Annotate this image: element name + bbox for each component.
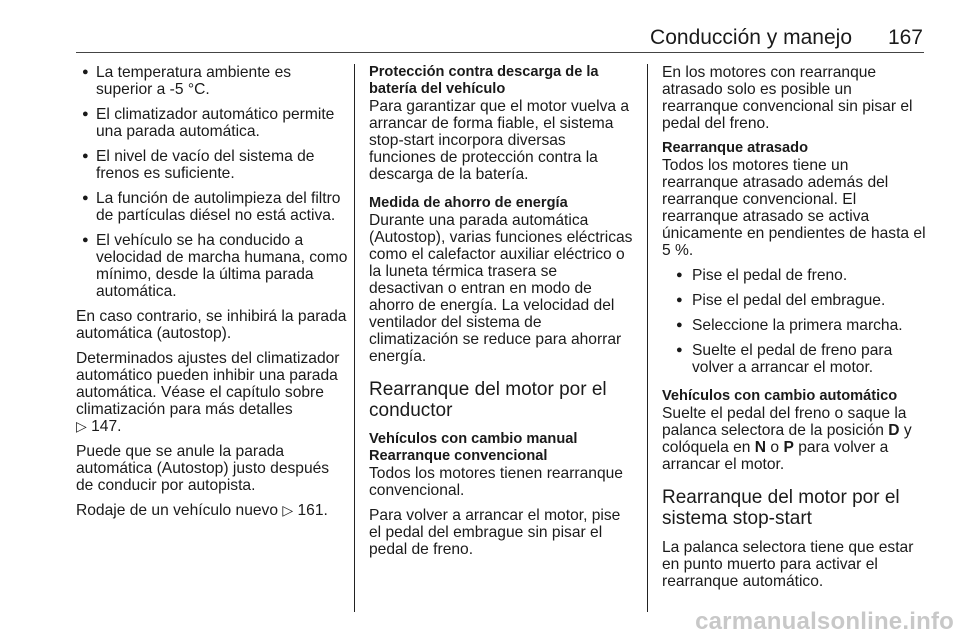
reference-arrow-icon: ▷ (282, 502, 294, 518)
subheading-conventional: Rearranque convencional (369, 448, 548, 464)
paragraph: En los motores con rearranque atrasado solo es posible un rearranque convencional sin pisar el pedal del freno. (662, 64, 913, 132)
column-2 (369, 64, 635, 566)
list-item: ● El nivel de vacío del sistema de frenos es suficiente. (76, 148, 348, 182)
paragraph: Durante una parada automática (Autostop), varias funciones eléctricas como el calefactor auxiliar eléctrico o la luneta térmica trasera se desactivan o entran en modo de ahorro de energía. La velocidad del ventilador del sistema de climatización se reduce para ahorrar energía. (369, 212, 633, 365)
list-item: ● Pise el pedal del embrague. (662, 292, 928, 309)
paragraph: Para volver a arrancar el motor, pise el pedal del embrague sin pisar el pedal de freno. (369, 507, 621, 558)
paragraph: En caso contrario, se inhibirá la parada automática (autostop). (76, 308, 347, 342)
page-reference-link[interactable]: 147. (91, 418, 122, 435)
watermark: carmanualsonline.info (695, 608, 954, 635)
section-heading-system-restart: Rearranque del motor por el sistema stop-start (662, 487, 900, 529)
subheading-energy: Medida de ahorro de energía (369, 195, 568, 211)
list-item: ● Seleccione la primera marcha. (662, 317, 928, 334)
list-item: ● El vehículo se ha conducido a velocidad de marcha humana, como mínimo, desde la última parada automática. (76, 232, 348, 300)
column-divider (354, 64, 355, 612)
reference-arrow-icon: ▷ (76, 418, 87, 434)
paragraph: La palanca selectora tiene que estar en punto muerto para activar el rearranque automático. (662, 539, 914, 590)
page-reference-link[interactable]: 161. (297, 502, 328, 519)
paragraph: Puede que se anule la parada automática (Autostop) justo después de conducir por autopista. (76, 443, 330, 494)
column-divider (647, 64, 648, 612)
list-item: ● Pise el pedal de freno. (662, 267, 928, 284)
paragraph: Todos los motores tiene un rearranque atrasado además del rearranque convencional. El rearranque atrasado se activa únicamente en pendientes de hasta el 5 %. (662, 157, 926, 259)
subheading-automatic: Vehículos con cambio automático (662, 388, 898, 404)
paragraph: Determinados ajustes del climatizador automático pueden inhibir una parada automática. Véase el capítulo sobre climatización para más detalles ▷ 147. (76, 350, 340, 435)
paragraph: Para garantizar que el motor vuelva a arrancar de forma fiable, el sistema stop-start incorpora diversas funciones de protección contra la descarga de la batería. (369, 98, 630, 183)
header-rule (76, 52, 924, 53)
conditions-list (76, 64, 348, 300)
subheading-manual: Vehículos con cambio manual (369, 431, 578, 447)
section-title: Conducción y manejo (650, 26, 852, 49)
steps-list (662, 267, 928, 376)
column-3 (662, 64, 928, 598)
page-header (0, 26, 960, 50)
paragraph: Suelte el pedal del freno o saque la palanca selectora de la posición D y colóquela en N o P para volver a arrancar el motor. (662, 405, 912, 473)
page-number: 167 (887, 26, 923, 49)
paragraph: Rodaje de un vehículo nuevo ▷ 161. (76, 502, 328, 519)
subheading-delayed: Rearranque atrasado (662, 140, 808, 156)
list-item: ● La función de autolimpieza del filtro de partículas diésel no está activa. (76, 190, 348, 224)
column-1 (76, 64, 348, 527)
subheading-battery: Protección contra descarga de la batería del vehículo (369, 64, 599, 97)
list-item: ● La temperatura ambiente es superior a -5 °C. (76, 64, 348, 98)
section-heading-driver-restart: Rearranque del motor por el conductor (369, 379, 607, 421)
list-item: ● El climatizador automático permite una parada automática. (76, 106, 348, 140)
list-item: ● Suelte el pedal de freno para volver a arrancar el motor. (662, 342, 928, 376)
paragraph: Todos los motores tienen rearranque convencional. (369, 465, 623, 499)
